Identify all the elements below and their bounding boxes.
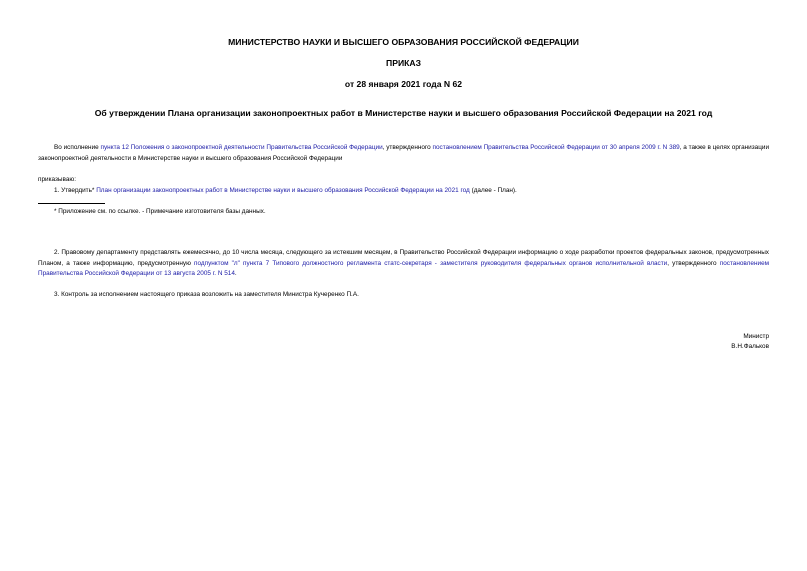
link-resolution-389[interactable]: постановлением Правительства Российской Федерации от 30 апреля 2009 г. N 389 [432,144,680,151]
footnote-divider [38,203,105,204]
preamble-text-2: , утвержденного [382,144,433,151]
link-typical-regulation-item-7[interactable]: подпунктом "л" пункта 7 Типового должностного регламента статс-секретаря - заместителя руководителя федеральных органов исполнительной власти [194,259,668,267]
link-plan-2021[interactable]: План организации законопроектных работ в Министерстве науки и высшего образования Российской Федерации на 2021 год [96,187,470,194]
document-type-heading: ПРИКАЗ [386,58,421,68]
signature-name: В.Н.Фальков [731,343,769,350]
footnote-text: * Приложение см. по ссылке. - Примечание изготовителя базы данных. [54,208,266,215]
item-1-text-1: 1. Утвердить* [54,187,97,194]
item-1-paragraph [54,186,517,197]
item-2-text-1: 2. Правовому департаменту представлять ежемесячно, до 10 числа месяца, следующего за истекшим месяцем, в Правительство Российской Федерации информацию о ходе разработки проектов федеральных законов, предусмотренных Планом, а также информацию, предусмотренную [38,249,769,267]
date-number-heading: от 28 января 2021 года N 62 [344,79,463,89]
link-regulation-item-12[interactable]: пункта 12 Положения о законопроектной деятельности Правительства Российской Федерации [100,144,383,151]
item-2-paragraph [38,248,769,280]
preamble-text-1: Во исполнение [54,144,101,151]
ministry-heading: МИНИСТЕРСТВО НАУКИ И ВЫСШЕГО ОБРАЗОВАНИЯ РОССИЙСКОЙ ФЕДЕРАЦИИ [228,37,579,47]
item-1-text-2: (далее - План). [469,187,517,194]
item-3-paragraph: 3. Контроль за исполнением настоящего приказа возложить на заместителя Министра Кучеренко П.А. [54,291,359,298]
signature-position: Министр [743,333,769,340]
orders-word: приказываю: [38,176,76,183]
preamble-text-3: , а также в целях организации законопроектной деятельности в Министерстве науки и высшего образования Российской Федерации [38,144,770,162]
item-2-text-2: , утвержденного [667,259,720,267]
preamble-paragraph [38,143,769,164]
item-2-text-3: . [234,270,237,277]
link-resolution-514[interactable]: постановлением Правительства Российской Федерации от 13 августа 2005 г. N 514 [38,259,770,277]
document-title: Об утверждении Плана организации законопроектных работ в Министерстве науки и высшего образования Российской Федерации на 2021 год [94,108,713,118]
